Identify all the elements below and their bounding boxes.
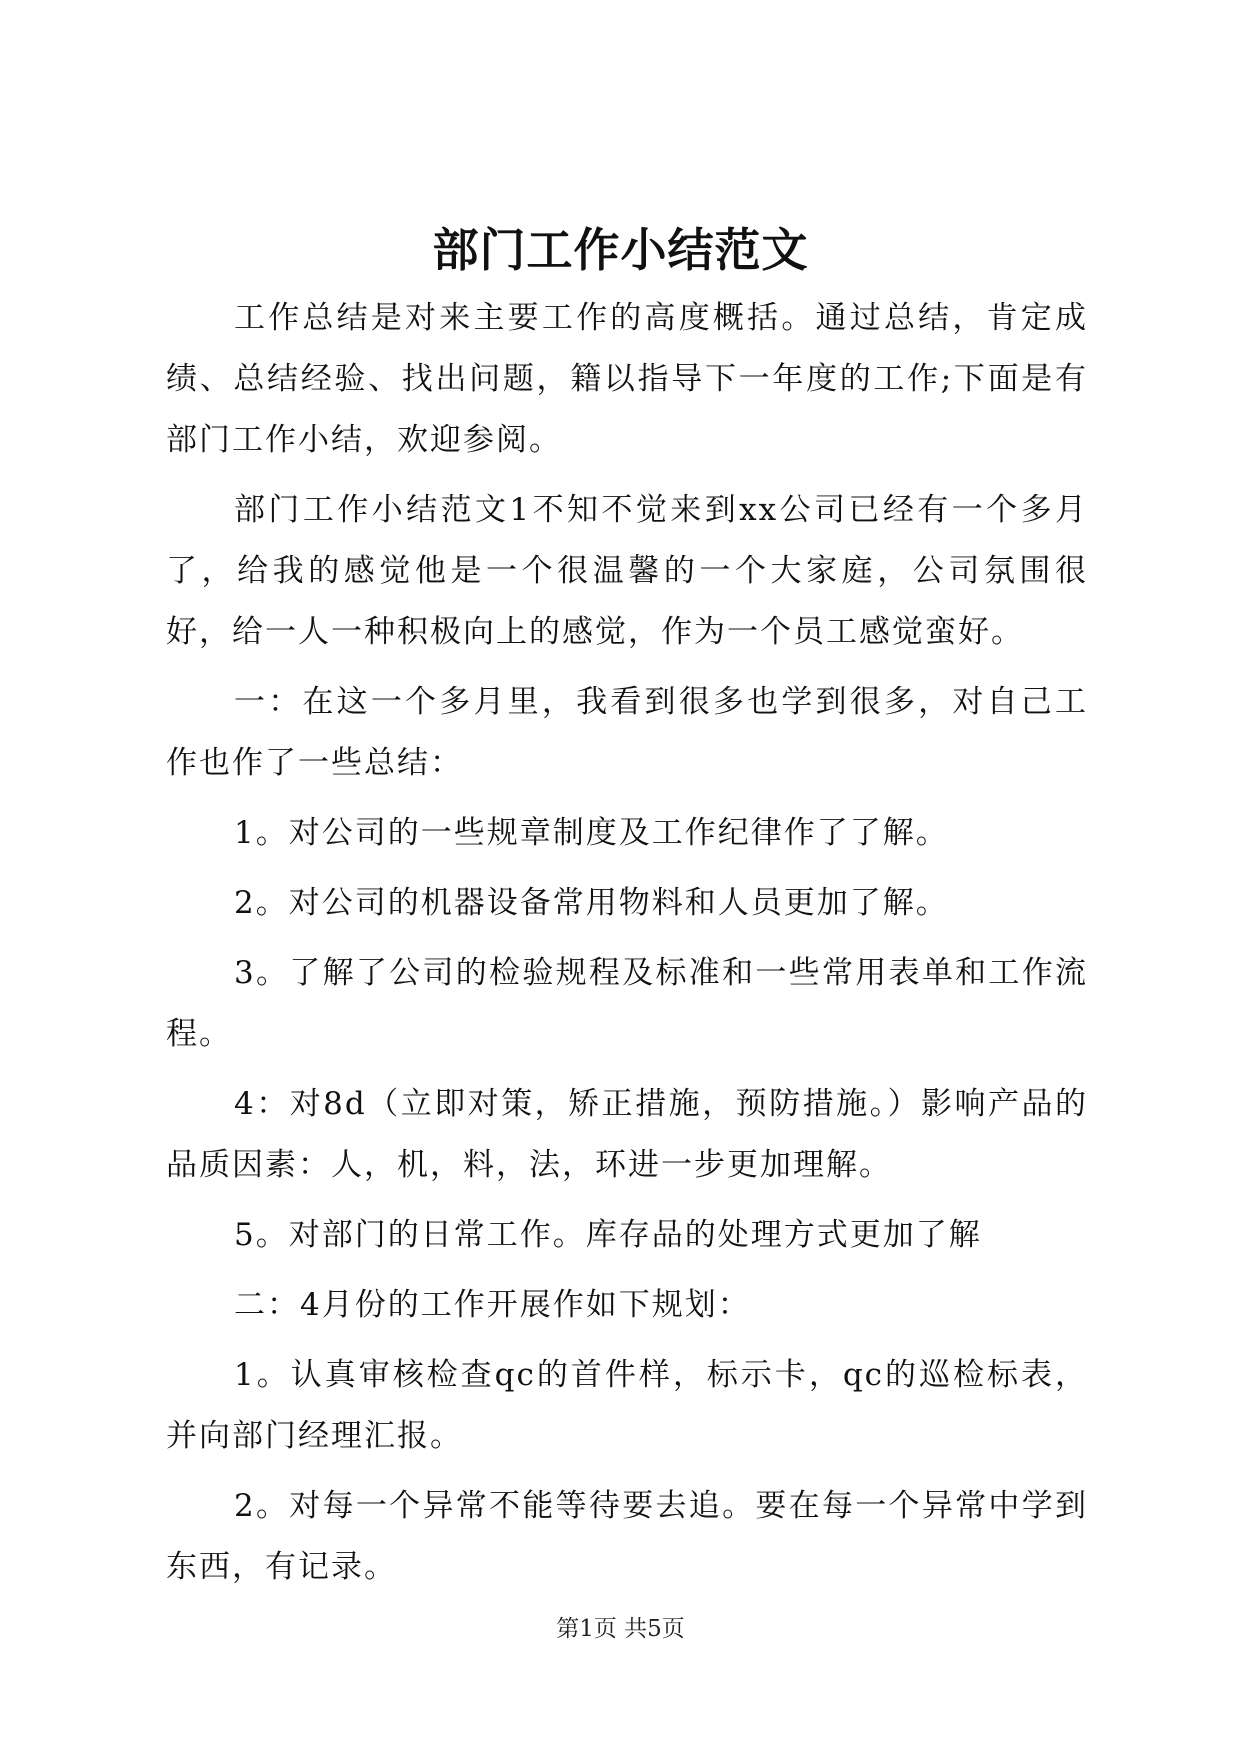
list-item: 1。认真审核检查qc的首件样，标示卡，qc的巡检标表，并向部门经理汇报。	[166, 1357, 1088, 1454]
paragraph-sample-1: 部门工作小结范文1不知不觉来到xx公司已经有一个多月了，给我的感觉他是一个很温馨的一个大家庭，公司氛围很好，给一人一种积极向上的感觉，作为一个员工感觉蛮好。	[166, 492, 1088, 650]
paragraph-section-one: 一：在这一个多月里，我看到很多也学到很多，对自己工作也作了一些总结：	[166, 684, 1088, 781]
list-item: 2。对每一个异常不能等待要去追。要在每一个异常中学到东西，有记录。	[166, 1488, 1088, 1585]
paragraph-intro: 工作总结是对来主要工作的高度概括。通过总结，肯定成绩、总结经验、找出问题，籍以指导下一年度的工作;下面是有部门工作小结，欢迎参阅。	[166, 300, 1088, 458]
paragraph-section-two: 二：4月份的工作开展作如下规划：	[234, 1287, 751, 1323]
list-item: 1。对公司的一些规章制度及工作纪律作了了解。	[234, 815, 949, 851]
document-body	[166, 288, 1088, 1607]
document-title: 部门工作小结范文	[432, 223, 809, 277]
list-item: 4：对8d（立即对策，矫正措施，预防措施。）影响产品的品质因素：人，机，料，法，环进一步更加理解。	[166, 1086, 1088, 1183]
list-item: 3。了解了公司的检验规程及标准和一些常用表单和工作流程。	[166, 955, 1088, 1052]
list-item: 5。对部门的日常工作。库存品的处理方式更加了解	[234, 1217, 982, 1253]
page-footer: 第1页 共5页	[556, 1616, 685, 1642]
list-item: 2。对公司的机器设备常用物料和人员更加了解。	[234, 885, 949, 921]
